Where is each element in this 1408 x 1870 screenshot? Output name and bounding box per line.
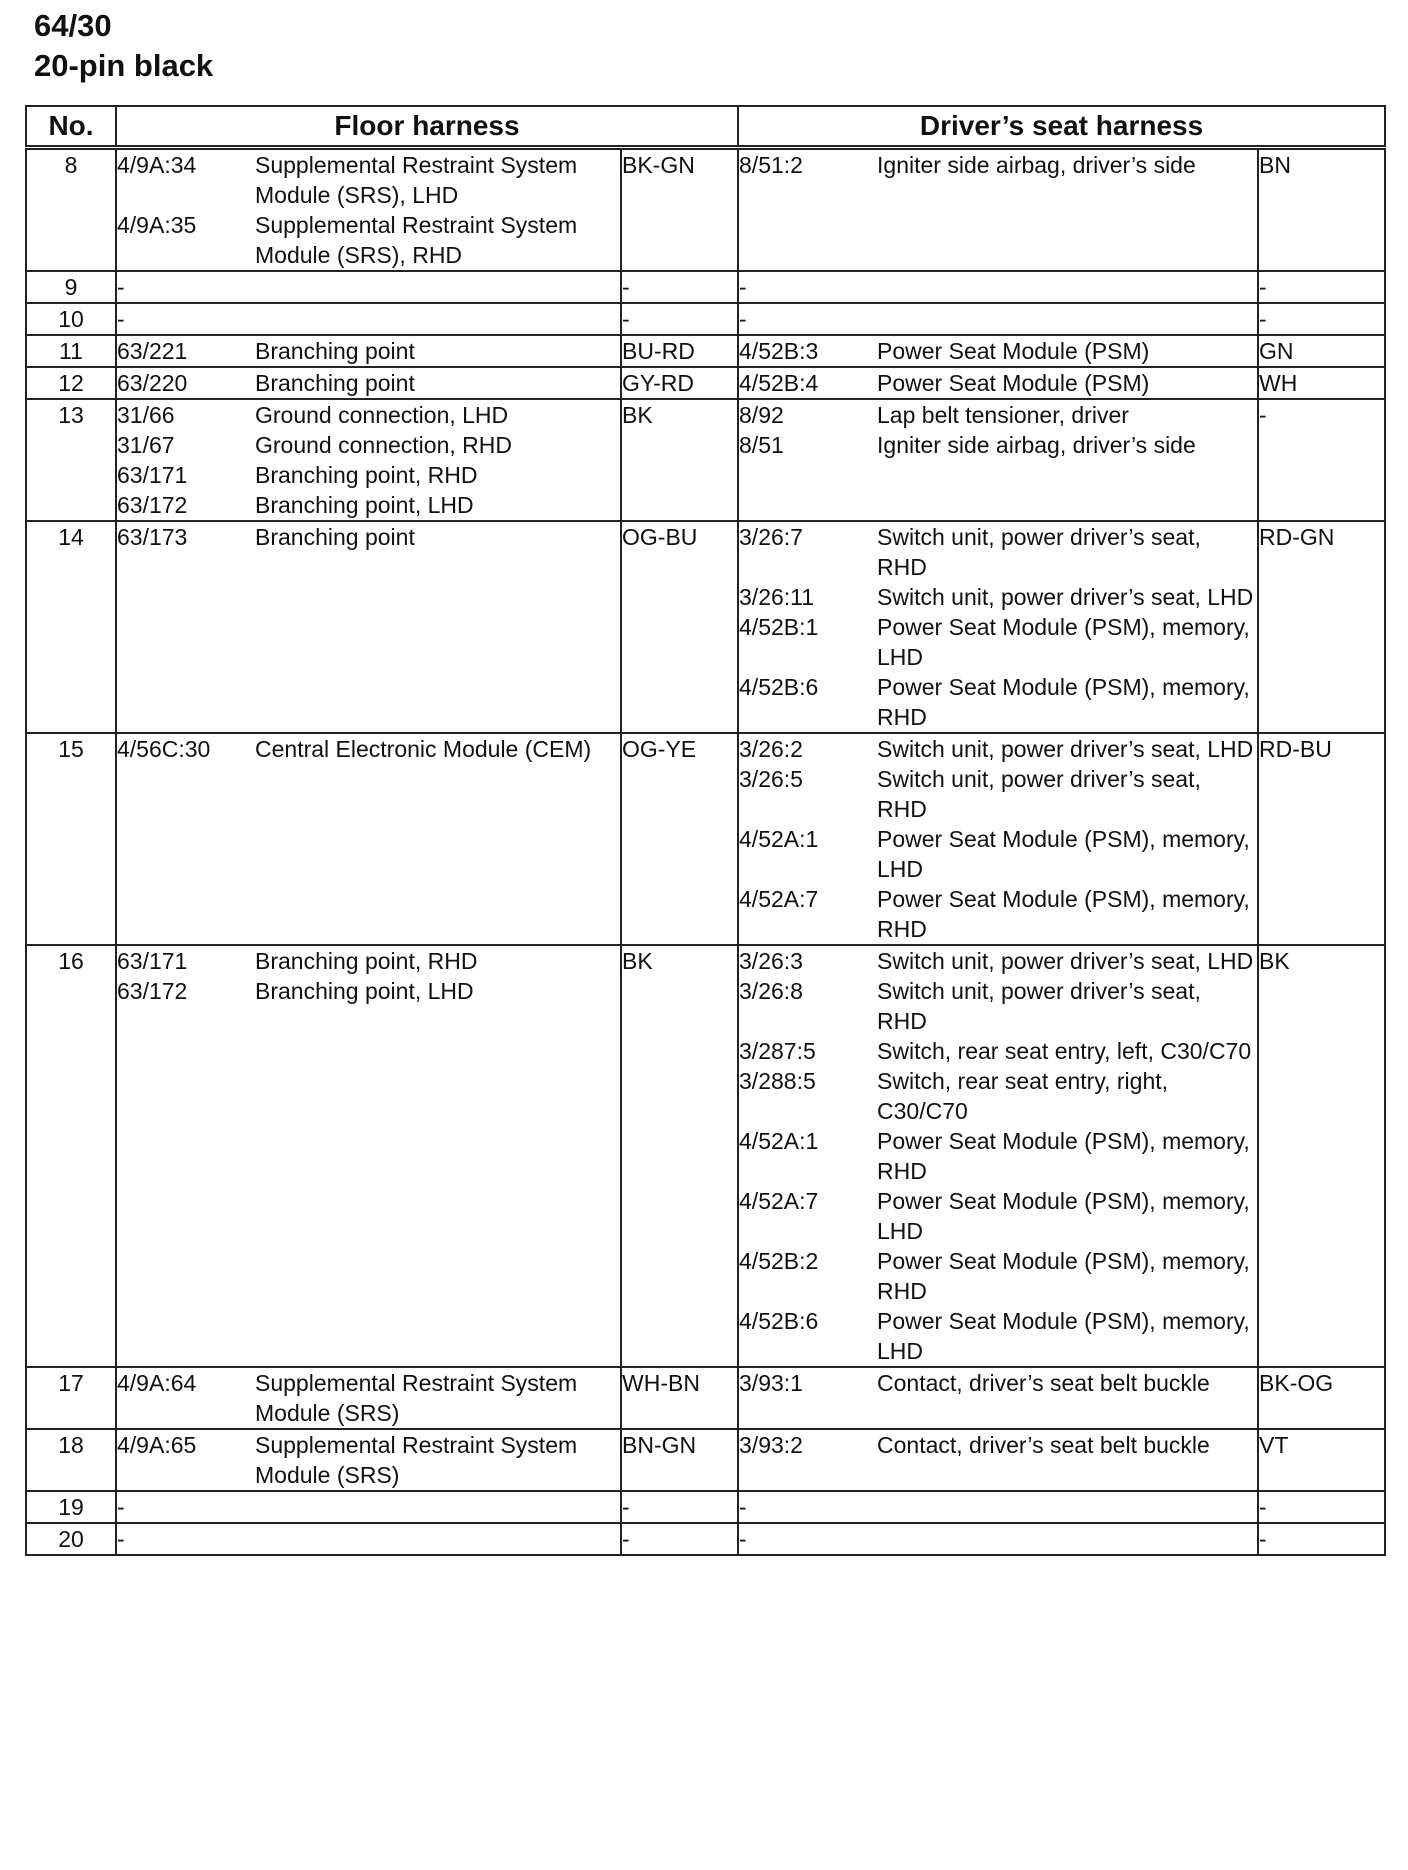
connection-description: Contact, driver’s seat belt buckle	[877, 1370, 1210, 1396]
floor-harness-cell	[116, 521, 621, 733]
connector-pin-code: -	[739, 306, 747, 332]
table-row	[26, 335, 1385, 367]
connection-description: Igniter side airbag, driver’s side	[877, 432, 1196, 458]
floor-wire-color: BU-RD	[621, 335, 738, 367]
seat-harness-cell	[738, 521, 1258, 733]
connector-pin-code: 3/26:5	[739, 766, 803, 792]
pin-table	[25, 105, 1386, 1556]
seat-connection	[739, 824, 1257, 884]
connector-pin-code: 63/172	[117, 978, 188, 1004]
seat-connection	[739, 1430, 1257, 1460]
floor-harness-cell	[116, 1367, 621, 1429]
seat-connection	[739, 1306, 1257, 1366]
seat-wire-color: -	[1258, 271, 1385, 303]
floor-connection	[117, 734, 620, 764]
connector-pin-code: 3/287:5	[739, 1038, 816, 1064]
connection-description: Power Seat Module (PSM), memory, LHD	[877, 614, 1250, 670]
pin-number: 10	[26, 303, 116, 335]
floor-harness-cell	[116, 945, 621, 1367]
seat-harness-cell	[738, 733, 1258, 945]
connector-pin-code: 4/52B:4	[739, 370, 819, 396]
seat-wire-color: BK-OG	[1258, 1367, 1385, 1429]
connector-pin-code: 63/172	[117, 492, 188, 518]
connector-pin-code: 8/51	[739, 432, 784, 458]
seat-connection	[739, 368, 1257, 398]
floor-harness-cell	[116, 399, 621, 521]
connection-description	[877, 304, 1257, 334]
connection-description	[255, 1524, 620, 1554]
floor-wire-color: WH-BN	[621, 1367, 738, 1429]
seat-wire-color: RD-GN	[1258, 521, 1385, 733]
table-row	[26, 271, 1385, 303]
connector-pin-code: -	[739, 274, 747, 300]
connection-description: Branching point	[255, 338, 415, 364]
connection-description	[877, 1524, 1257, 1554]
seat-connection	[739, 1036, 1257, 1066]
floor-wire-color: BK	[621, 399, 738, 521]
seat-wire-color: -	[1258, 1491, 1385, 1523]
connector-pin-code: 4/52B:2	[739, 1248, 819, 1274]
connection-description: Power Seat Module (PSM), memory, LHD	[877, 1308, 1250, 1364]
connection-description: Branching point, LHD	[255, 978, 474, 1004]
pin-number: 19	[26, 1491, 116, 1523]
connection-description: Switch unit, power driver’s seat, LHD	[877, 948, 1254, 974]
floor-connection	[117, 430, 620, 460]
floor-harness-cell	[116, 335, 621, 367]
header-drivers-seat-harness: Driver’s seat harness	[738, 106, 1385, 148]
seat-connection	[739, 1492, 1257, 1522]
connection-description: Ground connection, RHD	[255, 432, 512, 458]
seat-connection	[739, 1246, 1257, 1306]
floor-connection	[117, 336, 620, 366]
table-row	[26, 521, 1385, 733]
table-row	[26, 148, 1385, 272]
connection-description: Supplemental Restraint System Module (SRS)	[255, 1370, 578, 1426]
seat-connection	[739, 430, 1257, 460]
floor-connection	[117, 150, 620, 210]
table-row	[26, 367, 1385, 399]
seat-connection	[739, 336, 1257, 366]
connector-pin-code: -	[117, 1526, 125, 1552]
connector-pin-code: 3/288:5	[739, 1068, 816, 1094]
floor-connection	[117, 976, 620, 1006]
seat-connection	[739, 672, 1257, 732]
connector-pin-code: 4/52A:7	[739, 886, 819, 912]
connector-pin-code: 4/52A:1	[739, 826, 819, 852]
connector-pin-code: -	[117, 306, 125, 332]
floor-wire-color: GY-RD	[621, 367, 738, 399]
seat-connection	[739, 1186, 1257, 1246]
connection-description: Branching point, RHD	[255, 462, 478, 488]
connection-description: Igniter side airbag, driver’s side	[877, 152, 1196, 178]
floor-connection	[117, 460, 620, 490]
floor-harness-cell	[116, 303, 621, 335]
connector-pin-code: 4/56C:30	[117, 736, 211, 762]
floor-connection	[117, 1368, 620, 1428]
floor-harness-cell	[116, 1523, 621, 1555]
seat-connection	[739, 612, 1257, 672]
connection-description: Branching point, RHD	[255, 948, 478, 974]
connection-description	[877, 1492, 1257, 1522]
seat-harness-cell	[738, 945, 1258, 1367]
pin-number: 14	[26, 521, 116, 733]
connector-pin-code: 3/26:3	[739, 948, 803, 974]
seat-connection	[739, 304, 1257, 334]
connection-description: Supplemental Restraint System Module (SRS)	[255, 1432, 578, 1488]
connector-pin-code: 3/26:11	[739, 584, 815, 610]
connector-pin-code: -	[739, 1494, 747, 1520]
floor-harness-cell	[116, 148, 621, 272]
connection-description: Ground connection, LHD	[255, 402, 509, 428]
seat-wire-color: WH	[1258, 367, 1385, 399]
table-row	[26, 1523, 1385, 1555]
connector-pin-code: 3/93:1	[739, 1370, 803, 1396]
connection-description: Switch unit, power driver’s seat, LHD	[877, 736, 1254, 762]
seat-wire-color: -	[1258, 399, 1385, 521]
seat-harness-cell	[738, 1429, 1258, 1491]
seat-connection	[739, 884, 1257, 944]
connection-description: Supplemental Restraint System Module (SRS), RHD	[255, 212, 578, 268]
floor-wire-color: -	[621, 271, 738, 303]
connection-description: Branching point	[255, 524, 415, 550]
table-row	[26, 399, 1385, 521]
connector-pin-code: 8/51:2	[739, 152, 803, 178]
table-row	[26, 1367, 1385, 1429]
seat-wire-color: RD-BU	[1258, 733, 1385, 945]
connector-pin-code: -	[117, 274, 125, 300]
seat-wire-color: -	[1258, 303, 1385, 335]
header-floor-harness: Floor harness	[116, 106, 738, 148]
connection-description: Central Electronic Module (CEM)	[255, 736, 592, 762]
connection-description: Power Seat Module (PSM), memory, RHD	[877, 886, 1250, 942]
connector-number: 64/30	[34, 8, 112, 43]
connection-description	[877, 272, 1257, 302]
floor-harness-cell	[116, 271, 621, 303]
seat-harness-cell	[738, 148, 1258, 272]
connector-pin-code: 4/52A:1	[739, 1128, 819, 1154]
connection-description: Power Seat Module (PSM), memory, LHD	[877, 826, 1250, 882]
floor-connection	[117, 1492, 620, 1522]
connector-pin-code: 4/52A:7	[739, 1188, 819, 1214]
pin-number: 11	[26, 335, 116, 367]
seat-connection	[739, 764, 1257, 824]
connection-description: Switch unit, power driver’s seat, LHD	[877, 584, 1254, 610]
seat-connection	[739, 1126, 1257, 1186]
table-row	[26, 303, 1385, 335]
connection-description: Power Seat Module (PSM), memory, RHD	[877, 674, 1250, 730]
pin-number: 18	[26, 1429, 116, 1491]
connection-description: Contact, driver’s seat belt buckle	[877, 1432, 1210, 1458]
floor-wire-color: BN-GN	[621, 1429, 738, 1491]
seat-wire-color: VT	[1258, 1429, 1385, 1491]
floor-connection	[117, 1430, 620, 1490]
connection-description: Power Seat Module (PSM)	[877, 338, 1150, 364]
connector-pin-code: -	[739, 1526, 747, 1552]
pin-number: 9	[26, 271, 116, 303]
connector-pin-code: 63/221	[117, 338, 188, 364]
connection-description	[255, 304, 620, 334]
seat-connection	[739, 734, 1257, 764]
connection-description: Power Seat Module (PSM), memory, LHD	[877, 1188, 1250, 1244]
floor-connection	[117, 368, 620, 398]
seat-harness-cell	[738, 1367, 1258, 1429]
pin-number: 8	[26, 148, 116, 272]
floor-connection	[117, 210, 620, 270]
floor-wire-color: BK-GN	[621, 148, 738, 272]
table-row	[26, 1429, 1385, 1491]
floor-wire-color: -	[621, 303, 738, 335]
connector-pin-code: 4/9A:35	[117, 212, 197, 238]
connector-pin-code: 3/26:8	[739, 978, 803, 1004]
connector-pin-code: 4/52B:1	[739, 614, 819, 640]
floor-connection	[117, 1524, 620, 1554]
seat-wire-color: BK	[1258, 945, 1385, 1367]
seat-harness-cell	[738, 1523, 1258, 1555]
pin-number: 20	[26, 1523, 116, 1555]
seat-connection	[739, 400, 1257, 430]
pin-table-body	[26, 148, 1385, 1556]
connector-pin-code: 4/9A:65	[117, 1432, 197, 1458]
floor-connection	[117, 400, 620, 430]
floor-wire-color: OG-BU	[621, 521, 738, 733]
pin-number: 16	[26, 945, 116, 1367]
connector-pin-code: 4/52B:3	[739, 338, 819, 364]
floor-connection	[117, 522, 620, 552]
connector-pin-code: 4/52B:6	[739, 674, 819, 700]
connection-description: Switch unit, power driver’s seat, RHD	[877, 524, 1201, 580]
pin-number: 17	[26, 1367, 116, 1429]
seat-connection	[739, 1524, 1257, 1554]
connection-description: Switch unit, power driver’s seat, RHD	[877, 978, 1201, 1034]
connector-pin-code: 31/66	[117, 402, 175, 428]
connection-description: Power Seat Module (PSM), memory, RHD	[877, 1248, 1250, 1304]
connection-description	[255, 272, 620, 302]
connection-description: Branching point	[255, 370, 415, 396]
seat-connection	[739, 976, 1257, 1036]
pin-number: 13	[26, 399, 116, 521]
floor-wire-color: OG-YE	[621, 733, 738, 945]
connector-pin-code: 3/26:2	[739, 736, 803, 762]
seat-connection	[739, 582, 1257, 612]
seat-wire-color: BN	[1258, 148, 1385, 272]
connector-pin-code: 63/220	[117, 370, 188, 396]
connection-description: Supplemental Restraint System Module (SRS), LHD	[255, 152, 578, 208]
floor-connection	[117, 946, 620, 976]
connector-pin-code: 4/9A:34	[117, 152, 197, 178]
table-header-row	[26, 106, 1385, 148]
pin-number: 15	[26, 733, 116, 945]
table-row	[26, 733, 1385, 945]
seat-connection	[739, 1066, 1257, 1126]
seat-connection	[739, 150, 1257, 180]
floor-harness-cell	[116, 1429, 621, 1491]
connector-pin-code: -	[117, 1494, 125, 1520]
connector-pin-code: 63/173	[117, 524, 188, 550]
seat-harness-cell	[738, 1491, 1258, 1523]
connector-pin-code: 8/92	[739, 402, 784, 428]
floor-connection	[117, 304, 620, 334]
seat-wire-color: -	[1258, 1523, 1385, 1555]
connection-description: Switch unit, power driver’s seat, RHD	[877, 766, 1201, 822]
table-row	[26, 945, 1385, 1367]
connection-description	[255, 1492, 620, 1522]
connection-description: Branching point, LHD	[255, 492, 474, 518]
seat-harness-cell	[738, 303, 1258, 335]
header-no: No.	[26, 106, 116, 148]
floor-harness-cell	[116, 1491, 621, 1523]
seat-wire-color: GN	[1258, 335, 1385, 367]
connector-pin-code: 4/52B:6	[739, 1308, 819, 1334]
floor-wire-color: -	[621, 1523, 738, 1555]
seat-connection	[739, 272, 1257, 302]
connector-pin-code: 63/171	[117, 462, 188, 488]
floor-connection	[117, 272, 620, 302]
seat-harness-cell	[738, 335, 1258, 367]
connection-description: Switch, rear seat entry, left, C30/C70	[877, 1038, 1252, 1064]
connection-description: Power Seat Module (PSM)	[877, 370, 1150, 396]
seat-harness-cell	[738, 271, 1258, 303]
connector-type: 20-pin black	[34, 48, 214, 83]
seat-connection	[739, 946, 1257, 976]
connection-description: Lap belt tensioner, driver	[877, 402, 1129, 428]
floor-connection	[117, 490, 620, 520]
connector-pin-code: 4/9A:64	[117, 1370, 197, 1396]
floor-harness-cell	[116, 733, 621, 945]
table-row	[26, 1491, 1385, 1523]
floor-wire-color: BK	[621, 945, 738, 1367]
connector-pin-code: 3/26:7	[739, 524, 803, 550]
seat-harness-cell	[738, 367, 1258, 399]
seat-harness-cell	[738, 399, 1258, 521]
seat-connection	[739, 522, 1257, 582]
floor-harness-cell	[116, 367, 621, 399]
page-heading	[34, 6, 213, 86]
connector-pin-code: 63/171	[117, 948, 188, 974]
connection-description: Power Seat Module (PSM), memory, RHD	[877, 1128, 1250, 1184]
connector-pin-code: 3/93:2	[739, 1432, 803, 1458]
connection-description: Switch, rear seat entry, right, C30/C70	[877, 1068, 1169, 1124]
floor-wire-color: -	[621, 1491, 738, 1523]
pin-number: 12	[26, 367, 116, 399]
seat-connection	[739, 1368, 1257, 1398]
connector-pin-code: 31/67	[117, 432, 175, 458]
